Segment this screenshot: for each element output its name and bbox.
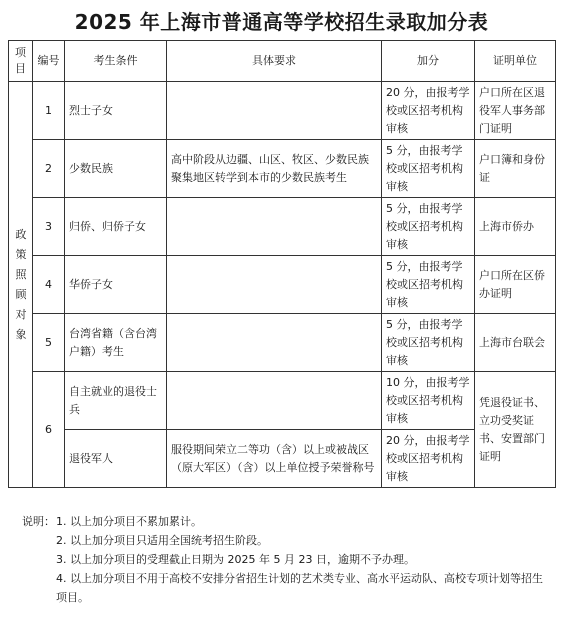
row-requirement: 服役期间荣立二等功（含）以上或被战区（原大军区）（含）以上单位授予荣誉称号 (167, 430, 382, 488)
row-requirement: 高中阶段从边疆、山区、牧区、少数民族聚集地区转学到本市的少数民族考生 (167, 140, 382, 198)
row-number: 4 (33, 256, 65, 314)
row-condition: 归侨、归侨子女 (65, 198, 167, 256)
row-requirement (167, 314, 382, 372)
header-category: 项目 (9, 41, 33, 82)
note-item (22, 512, 552, 531)
row-condition: 少数民族 (65, 140, 167, 198)
row-requirement (167, 256, 382, 314)
row-condition: 退役军人 (65, 430, 167, 488)
row-requirement (167, 198, 382, 256)
row-points: 5 分，由报考学校或区招考机构审核 (382, 314, 475, 372)
note-text: 1. 以上加分项目不累加累计。 (56, 515, 202, 528)
table-row (9, 372, 556, 430)
note-text: 3. 以上加分项目的受理截止日期为 2025 年 5 月 23 日，逾期不予办理。 (56, 553, 415, 566)
row-requirement (167, 82, 382, 140)
row-number: 5 (33, 314, 65, 372)
page-title: 2025 年上海市普通高等学校招生录取加分表 (74, 10, 489, 34)
header-requirement: 具体要求 (167, 41, 382, 82)
note-item (22, 550, 552, 569)
row-points: 20 分，由报考学校或区招考机构审核 (382, 430, 475, 488)
row-certifier: 户口所在区侨办证明 (475, 256, 556, 314)
note-text: 2. 以上加分项目只适用全国统考招生阶段。 (56, 534, 268, 547)
row-number: 2 (33, 140, 65, 198)
row-condition: 自主就业的退役士兵 (65, 372, 167, 430)
row-points: 5 分，由报考学校或区招考机构审核 (382, 198, 475, 256)
table-row (9, 256, 556, 314)
row-points: 5 分，由报考学校或区招考机构审核 (382, 140, 475, 198)
row-number: 6 (33, 372, 65, 488)
table-header-row (9, 41, 556, 82)
table-row (9, 82, 556, 140)
row-certifier: 户口所在区退役军人事务部门证明 (475, 82, 556, 140)
row-number: 1 (33, 82, 65, 140)
table-row (9, 198, 556, 256)
row-certifier: 上海市台联会 (475, 314, 556, 372)
row-condition: 烈士子女 (65, 82, 167, 140)
row-points: 5 分，由报考学校或区招考机构审核 (382, 256, 475, 314)
table-row (9, 314, 556, 372)
row-condition: 台湾省籍（含台湾户籍）考生 (65, 314, 167, 372)
note-text: 4. 以上加分项目不用于高校不安排分省招生计划的艺术类专业、高水平运动队、高校专项计划等招生项目。 (56, 572, 543, 604)
row-certifier: 户口簿和身份证 (475, 140, 556, 198)
row-number: 3 (33, 198, 65, 256)
category-cell: 政策照顾对象 (9, 82, 33, 488)
header-number: 编号 (33, 41, 65, 82)
table-row (9, 430, 556, 488)
row-certifier: 凭退役证书、立功受奖证书、安置部门证明 (475, 372, 556, 488)
row-points: 20 分，由报考学校或区招考机构审核 (382, 82, 475, 140)
notes-section (22, 512, 552, 607)
note-item (22, 531, 552, 550)
note-item (22, 569, 552, 607)
header-points: 加分 (382, 41, 475, 82)
table-row (9, 140, 556, 198)
header-certifier: 证明单位 (475, 41, 556, 82)
row-points: 10 分，由报考学校或区招考机构审核 (382, 372, 475, 430)
bonus-points-table (8, 40, 556, 488)
row-condition: 华侨子女 (65, 256, 167, 314)
row-requirement (167, 372, 382, 430)
header-condition: 考生条件 (65, 41, 167, 82)
row-certifier: 上海市侨办 (475, 198, 556, 256)
notes-label: 说明： (22, 515, 55, 528)
